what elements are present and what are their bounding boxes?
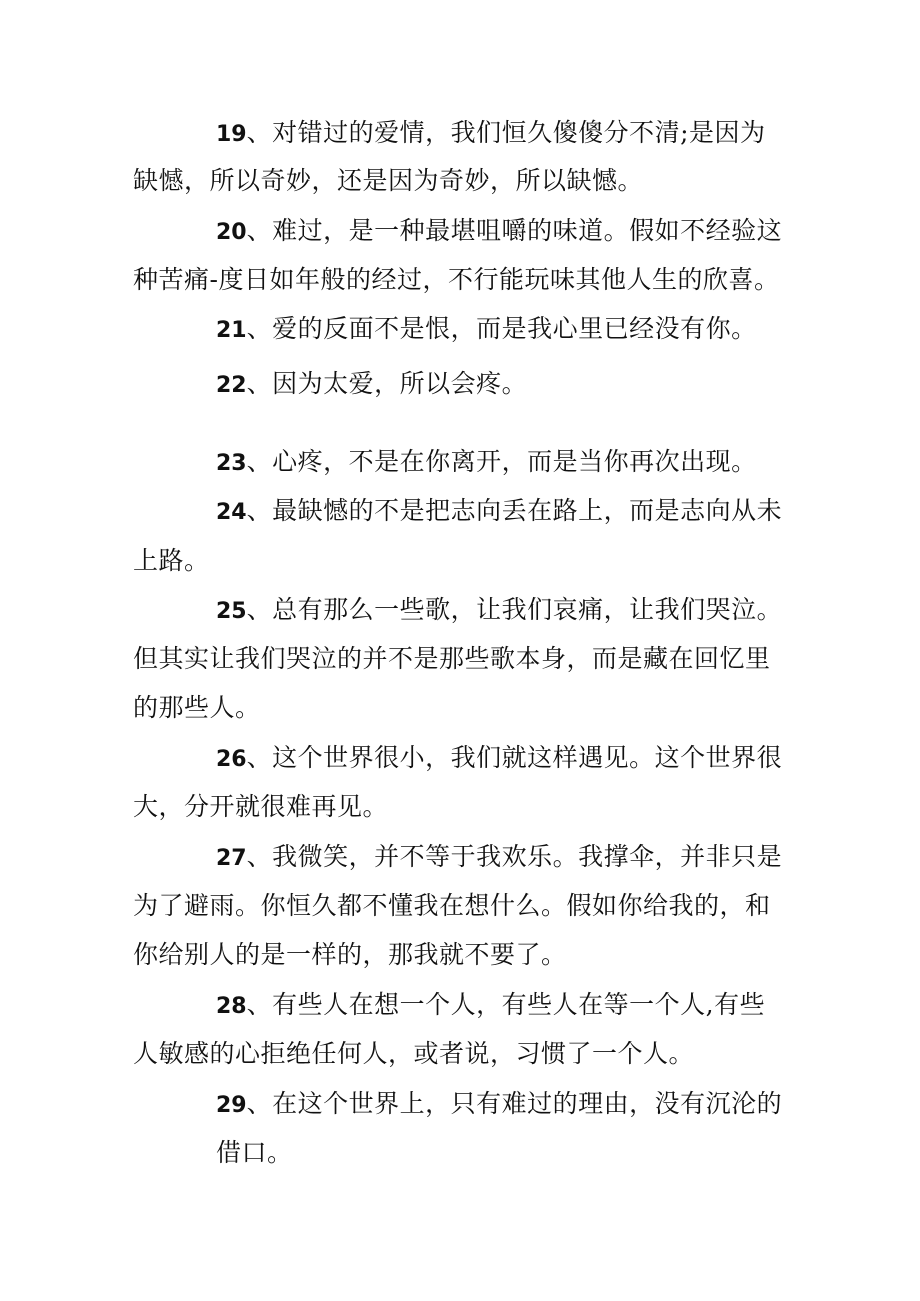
item-text: 借口。 <box>216 1138 293 1167</box>
item-text: 为了避雨。你恒久都不懂我在想什么。假如你给我的，和 <box>133 891 771 920</box>
list-item-25-line-2 <box>133 644 771 674</box>
item-text: 、有些人在想一个人，有些人在等一个人,有些 <box>246 990 766 1019</box>
item-text: 你给别人的是一样的，那我就不要了。 <box>133 940 567 969</box>
item-text: 缺憾，所以奇妙，还是因为奇妙，所以缺憾。 <box>133 166 644 195</box>
item-number: 24 <box>216 500 247 525</box>
list-item-27-line-2 <box>133 891 771 921</box>
item-text: 、难过，是一种最堪咀嚼的味道。假如不经验这 <box>246 216 783 245</box>
item-text: 、最缺憾的不是把志向丢在路上，而是志向从未 <box>246 496 783 525</box>
item-text: 、这个世界很小，我们就这样遇见。这个世界很 <box>246 743 783 772</box>
list-item-26-line-1 <box>216 743 782 773</box>
list-item-24-line-2 <box>133 546 210 576</box>
item-text: 但其实让我们哭泣的并不是那些歌本身，而是藏在回忆里 <box>133 644 771 673</box>
list-item-22-line-1 <box>216 369 527 399</box>
list-item-29-line-2 <box>216 1138 293 1168</box>
item-number: 28 <box>216 994 247 1019</box>
list-item-25-line-1 <box>216 595 782 625</box>
item-text: 、在这个世界上，只有难过的理由，没有沉沦的 <box>246 1089 783 1118</box>
list-item-21-line-1 <box>216 314 757 344</box>
list-item-26-line-2 <box>133 792 388 822</box>
item-text: 、对错过的爱情，我们恒久傻傻分不清;是因为 <box>246 118 766 147</box>
list-item-19-line-2 <box>133 166 643 196</box>
item-number: 20 <box>216 220 247 245</box>
list-item-23-line-1 <box>216 447 757 477</box>
item-text: 、因为太爱，所以会疼。 <box>246 369 528 398</box>
item-number: 25 <box>216 599 247 624</box>
item-text: 大，分开就很难再见。 <box>133 792 389 821</box>
list-item-24-line-1 <box>216 496 782 526</box>
list-item-28-line-2 <box>133 1039 694 1069</box>
item-text: 的那些人。 <box>133 693 261 722</box>
item-text: 种苦痛-度日如年般的经过，不行能玩味其他人生的欣喜。 <box>133 265 780 294</box>
list-item-20-line-2 <box>133 265 779 295</box>
item-text: 、总有那么一些歌，让我们哀痛，让我们哭泣。 <box>246 595 783 624</box>
item-text: 、我微笑，并不等于我欢乐。我撑伞，并非只是 <box>246 842 783 871</box>
item-number: 29 <box>216 1093 247 1118</box>
item-number: 19 <box>216 122 247 147</box>
item-number: 27 <box>216 846 247 871</box>
item-text: 上路。 <box>133 546 210 575</box>
item-text: 、爱的反面不是恨，而是我心里已经没有你。 <box>246 314 757 343</box>
list-item-20-line-1 <box>216 216 782 246</box>
item-number: 23 <box>216 451 247 476</box>
list-item-29-line-1 <box>216 1089 782 1119</box>
list-item-19-line-1 <box>216 118 766 148</box>
list-item-25-line-3 <box>133 693 261 723</box>
list-item-28-line-1 <box>216 990 765 1020</box>
item-number: 21 <box>216 318 247 343</box>
item-text: 、心疼，不是在你离开，而是当你再次出现。 <box>246 447 757 476</box>
list-item-27-line-3 <box>133 940 567 970</box>
item-number: 26 <box>216 747 247 772</box>
list-item-27-line-1 <box>216 842 782 872</box>
item-text: 人敏感的心拒绝任何人，或者说，习惯了一个人。 <box>133 1039 695 1068</box>
item-number: 22 <box>216 373 247 398</box>
